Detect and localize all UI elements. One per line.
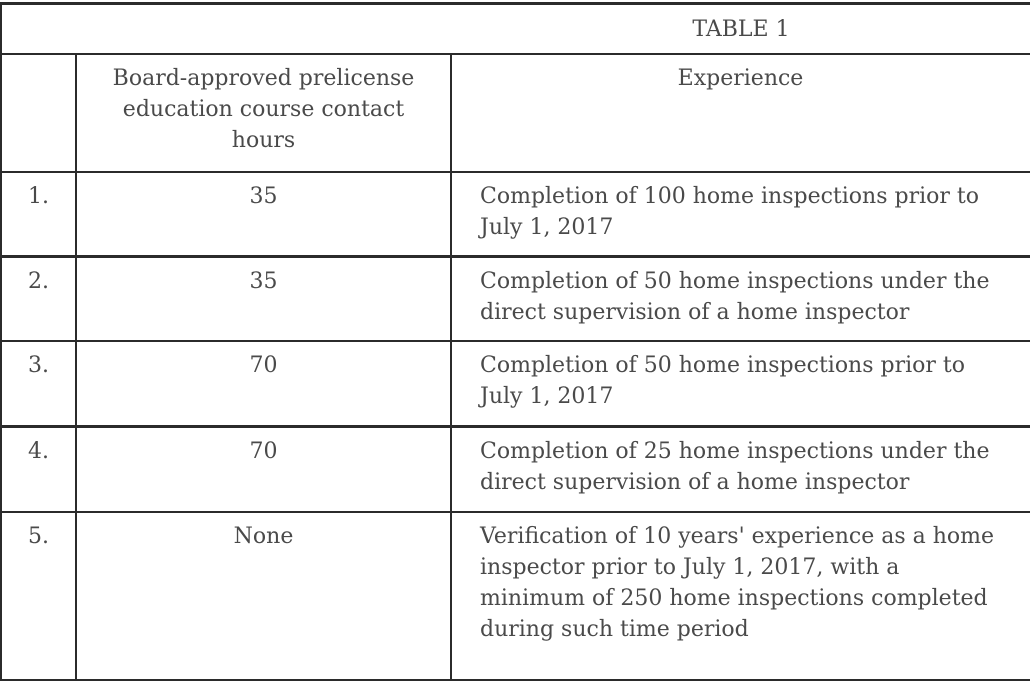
row-experience: Completion of 100 home inspections prior to July 1, 2017 [451,172,1030,257]
header-hours: Board-approved prelicense education course contact hours [76,54,451,172]
table-row [1,341,1030,427]
row-number: 4. [1,427,76,513]
row-experience: Completion of 50 home inspections prior to July 1, 2017 [451,341,1030,427]
row-hours: 70 [76,427,451,513]
header-number [1,54,76,172]
row-number: 2. [1,257,76,342]
row-experience: Completion of 25 home inspections under the direct supervision of a home inspector [451,427,1030,513]
row-experience: Completion of 50 home inspections under the direct supervision of a home inspector [451,257,1030,342]
row-hours: 70 [76,341,451,427]
table-row [1,257,1030,342]
table-row [1,427,1030,513]
row-number: 1. [1,172,76,257]
table-row [1,172,1030,257]
table-header-row [1,54,1030,172]
requirements-table [0,2,1030,681]
header-experience: Experience [451,54,1030,172]
row-number: 5. [1,512,76,680]
row-number: 3. [1,341,76,427]
row-experience: Verification of 10 years' experience as a home inspector prior to July 1, 2017, with a minimum of 250 home inspections completed during such time period [451,512,1030,680]
table-title: TABLE 1 [692,17,790,42]
table-title-row [1,4,1030,55]
row-hours: None [76,512,451,680]
table-row [1,512,1030,680]
row-hours: 35 [76,172,451,257]
table-title-cell [1,4,1030,55]
row-hours: 35 [76,257,451,342]
